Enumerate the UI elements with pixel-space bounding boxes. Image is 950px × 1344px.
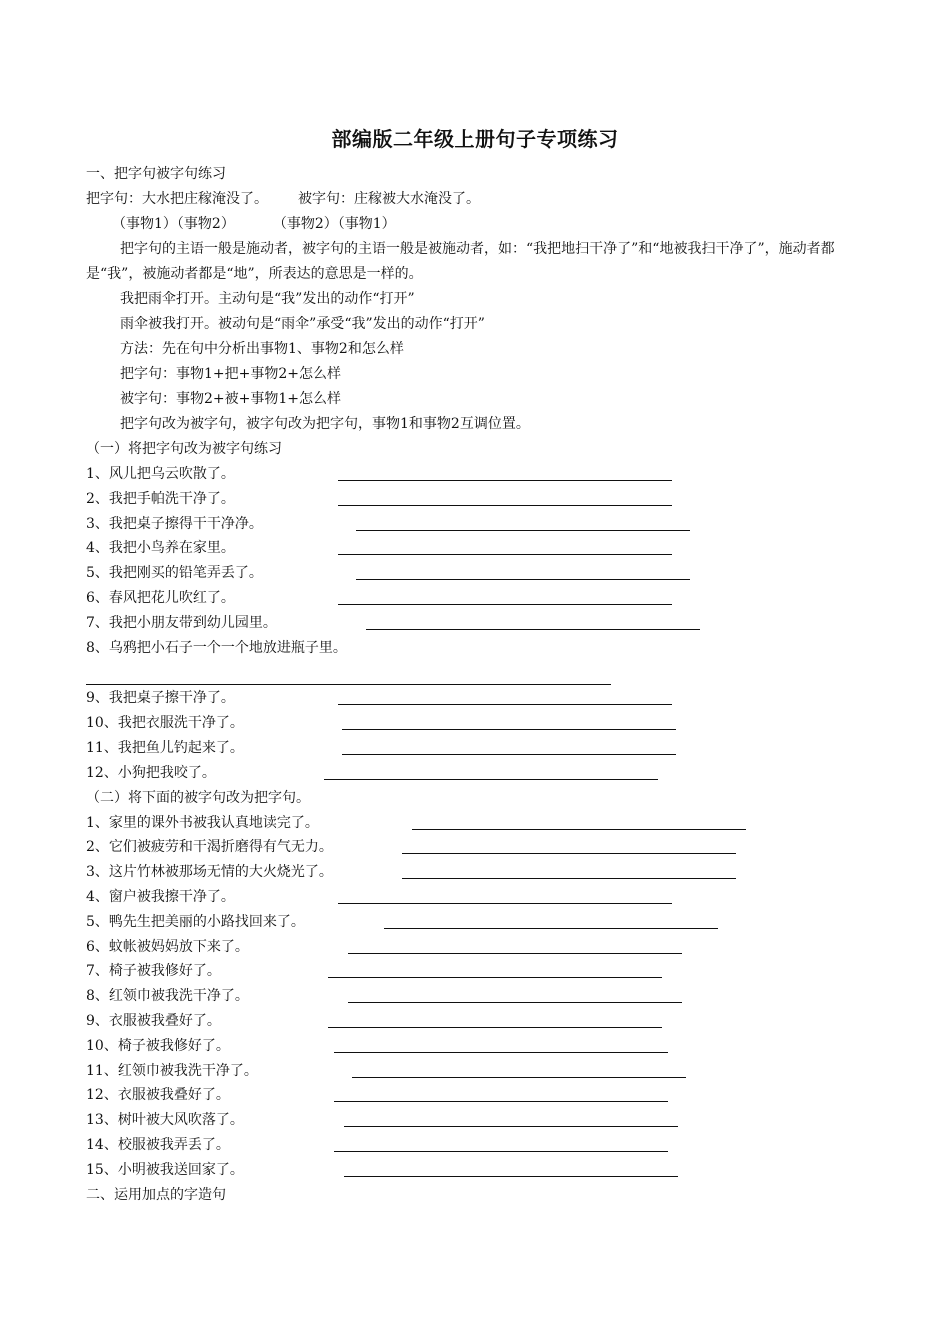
answer-line[interactable] bbox=[324, 767, 658, 780]
question-text: 14、校服被我弄丢了。 bbox=[86, 1136, 230, 1153]
example-bei: 被字句：庄稼被大水淹没了。 bbox=[298, 191, 480, 207]
question-text: 4、我把小鸟养在家里。 bbox=[86, 540, 235, 557]
question-text: 6、春风把花儿吹红了。 bbox=[86, 589, 235, 606]
answer-line[interactable] bbox=[384, 916, 718, 929]
question-text: 11、我把鱼儿钓起来了。 bbox=[86, 739, 244, 756]
exercise-item bbox=[86, 935, 866, 960]
answer-line[interactable] bbox=[342, 717, 676, 730]
answer-line[interactable] bbox=[348, 990, 682, 1003]
example-line bbox=[86, 187, 866, 212]
exercise-item bbox=[86, 462, 866, 487]
question-text: 9、衣服被我叠好了。 bbox=[86, 1012, 221, 1029]
formula-ba: 把字句：事物1+把+事物2+怎么样 bbox=[120, 366, 342, 382]
exercise-item bbox=[86, 1009, 866, 1034]
answer-line[interactable] bbox=[352, 1065, 686, 1078]
answer-line[interactable] bbox=[344, 1164, 678, 1177]
tags-left: （事物1）（事物2） bbox=[112, 216, 235, 232]
exercise-item bbox=[86, 835, 866, 860]
swap-rule: 把字句改为被字句，被字句改为把字句，事物1和事物2互调位置。 bbox=[120, 416, 530, 432]
question-text: 11、红领巾被我洗干净了。 bbox=[86, 1062, 258, 1079]
part1-heading: （一）将把字句改为被字句练习 bbox=[86, 441, 282, 457]
question-text: 2、我把手帕洗干净了。 bbox=[86, 490, 235, 507]
method-text: 方法：先在句中分析出事物1、事物2和怎么样 bbox=[120, 341, 404, 357]
answer-line[interactable] bbox=[402, 841, 736, 854]
question-text: 1、家里的课外书被我认真地读完了。 bbox=[86, 814, 319, 831]
exercise-item bbox=[86, 512, 866, 537]
exercise-item bbox=[86, 561, 866, 586]
answer-line[interactable] bbox=[328, 1015, 662, 1028]
question-text: 9、我把桌子擦干净了。 bbox=[86, 690, 235, 707]
answer-line[interactable] bbox=[328, 965, 662, 978]
answer-line[interactable] bbox=[348, 941, 682, 954]
answer-line-full[interactable] bbox=[86, 660, 611, 685]
formula-bei: 被字句：事物2+被+事物1+怎么样 bbox=[120, 391, 342, 407]
answer-line[interactable] bbox=[338, 542, 672, 555]
answer-line[interactable] bbox=[338, 692, 672, 705]
answer-line[interactable] bbox=[334, 1139, 668, 1152]
section-heading-1: 一、把字句被字句练习 bbox=[86, 166, 226, 182]
question-text: 8、乌鸦把小石子一个一个地放进瓶子里。 bbox=[86, 639, 347, 656]
example-ba: 把字句：大水把庄稼淹没了。 bbox=[86, 191, 268, 207]
example-tags bbox=[86, 212, 866, 237]
exercise-item bbox=[86, 959, 866, 984]
exercise-item bbox=[86, 487, 866, 512]
answer-line[interactable] bbox=[402, 866, 736, 879]
question-text: 7、椅子被我修好了。 bbox=[86, 963, 221, 980]
exercise-item bbox=[86, 984, 866, 1009]
page-title: 部编版二年级上册句子专项练习 bbox=[331, 127, 619, 151]
question-text: 7、我把小朋友带到幼儿园里。 bbox=[86, 614, 277, 631]
exercise-item bbox=[86, 1158, 866, 1183]
question-text: 2、它们被疲劳和干渴折磨得有气无力。 bbox=[86, 839, 333, 856]
exercise-item bbox=[86, 860, 866, 885]
question-text: 6、蚊帐被妈妈放下来了。 bbox=[86, 938, 249, 955]
answer-line[interactable] bbox=[344, 1114, 678, 1127]
question-text: 5、我把刚买的铅笔弄丢了。 bbox=[86, 565, 263, 582]
question-text: 3、这片竹林被那场无情的大火烧光了。 bbox=[86, 864, 333, 881]
exercise-item bbox=[86, 536, 866, 561]
exercise-item bbox=[86, 1034, 866, 1059]
answer-line[interactable] bbox=[338, 493, 672, 506]
question-text: 4、窗户被我擦干净了。 bbox=[86, 888, 235, 905]
answer-line[interactable] bbox=[338, 891, 672, 904]
question-text: 5、鸭先生把美丽的小路找回来了。 bbox=[86, 913, 305, 930]
question-text: 12、衣服被我叠好了。 bbox=[86, 1087, 230, 1104]
exercise-item bbox=[86, 686, 866, 711]
answer-line[interactable] bbox=[334, 1089, 668, 1102]
exercise-item bbox=[86, 736, 866, 761]
exercise-item bbox=[86, 611, 866, 636]
answer-line[interactable] bbox=[334, 1040, 668, 1053]
part2-heading: （二）将下面的被字句改为把字句。 bbox=[86, 789, 310, 806]
answer-line[interactable] bbox=[356, 518, 690, 531]
question-text: 8、红领巾被我洗干净了。 bbox=[86, 988, 249, 1005]
question-text: 10、椅子被我修好了。 bbox=[86, 1037, 230, 1054]
answer-line[interactable] bbox=[412, 817, 746, 830]
answer-line[interactable] bbox=[338, 592, 672, 605]
exercise-item bbox=[86, 1083, 866, 1108]
answer-line[interactable] bbox=[338, 468, 672, 481]
exercise-item bbox=[86, 586, 866, 611]
question-text: 1、风儿把乌云吹散了。 bbox=[86, 466, 235, 482]
exercise-item bbox=[86, 885, 866, 910]
exercise-item bbox=[86, 1133, 866, 1158]
question-text: 12、小狗把我咬了。 bbox=[86, 764, 216, 781]
section-heading-2: 二、运用加点的字造句 bbox=[86, 1186, 226, 1203]
exercise-item bbox=[86, 711, 866, 736]
question-text: 10、我把衣服洗干净了。 bbox=[86, 715, 244, 732]
question-text: 3、我把桌子擦得干干净净。 bbox=[86, 515, 263, 532]
exercise-item bbox=[86, 761, 866, 786]
note-active: 我把雨伞打开。主动句是“我”发出的动作“打开” bbox=[120, 291, 415, 307]
exercise-item bbox=[86, 1108, 866, 1133]
tags-right: （事物2）（事物1） bbox=[272, 216, 396, 232]
question-text: 15、小明被我送回家了。 bbox=[86, 1161, 244, 1178]
exercise-item bbox=[86, 636, 866, 661]
note-passive: 雨伞被我打开。被动句是“雨伞”承受“我”发出的动作“打开” bbox=[120, 316, 485, 332]
exercise-item bbox=[86, 910, 866, 935]
answer-line[interactable] bbox=[342, 742, 676, 755]
exercise-item bbox=[86, 1059, 866, 1084]
exercise-item bbox=[86, 811, 866, 836]
worksheet-content bbox=[86, 162, 866, 1208]
answer-line[interactable] bbox=[356, 567, 690, 580]
explanation-paragraph: 把字句的主语一般是施动者，被字句的主语一般是被施动者，如：“我把地扫干净了”和“地被我扫干净了”，施动者都是“我”，被施动者都是“地”，所表达的意思是一样的。 bbox=[86, 241, 835, 282]
answer-line[interactable] bbox=[366, 617, 700, 630]
question-text: 13、树叶被大风吹落了。 bbox=[86, 1112, 244, 1129]
